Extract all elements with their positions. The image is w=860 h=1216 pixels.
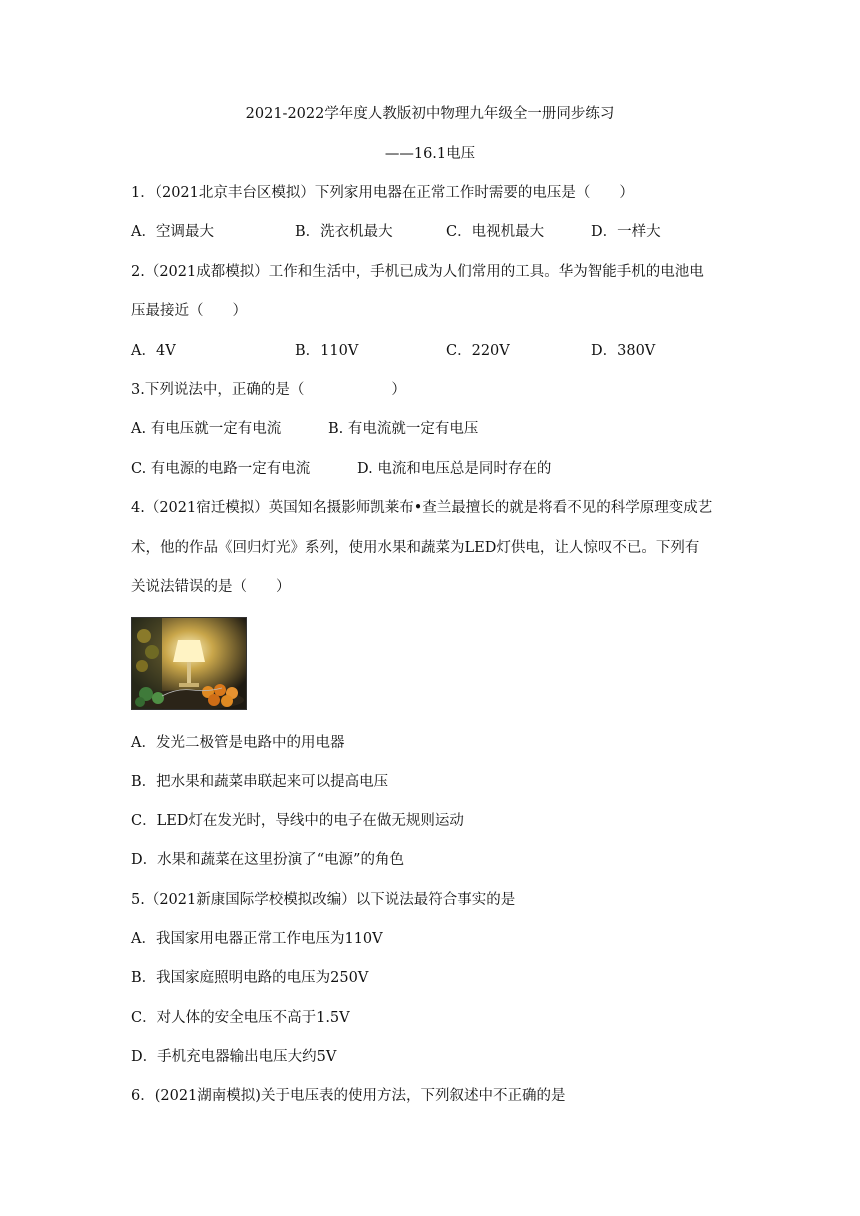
q5-option-a: A．我国家用电器正常工作电压为110V <box>131 931 383 947</box>
q4-option-d: D．水果和蔬菜在这里扮演了“电源”的角色 <box>131 852 404 868</box>
question-2-stem-line2: 压最接近（ ） <box>131 303 247 319</box>
q4-option-a: A．发光二极管是电路中的用电器 <box>131 735 345 751</box>
q5-option-b: B．我国家庭照明电路的电压为250V <box>131 970 369 986</box>
question-4-stem-line3: 关说法错误的是（ ） <box>131 579 291 595</box>
document-title: 2021-2022学年度人教版初中物理九年级全一册同步练习 <box>245 106 615 122</box>
q3-option-b: B. 有电流就一定有电压 <box>328 421 479 437</box>
q3-option-d: D. 电流和电压总是同时存在的 <box>357 461 552 477</box>
q1-option-d: D．一样大 <box>591 224 661 240</box>
q4-option-b: B．把水果和蔬菜串联起来可以提高电压 <box>131 774 389 790</box>
question-1-stem: 1．（2021北京丰台区模拟）下列家用电器在正常工作时需要的电压是（ ） <box>131 185 634 201</box>
question-6-stem: 6．(2021湖南模拟)关于电压表的使用方法，下列叙述中不正确的是 <box>131 1088 566 1104</box>
question-4-stem-line1: 4.（2021宿迁模拟）英国知名摄影师凯莱布•查兰最擅长的就是将看不见的科学原理变成艺 <box>131 500 713 516</box>
q2-option-b: B．110V <box>295 343 359 359</box>
question-3-stem: 3.下列说法中，正确的是（ ） <box>131 382 406 398</box>
q5-option-d: D．手机充电器输出电压大约5V <box>131 1049 337 1065</box>
q3-option-c: C. 有电源的电路一定有电流 <box>131 461 311 477</box>
q2-option-c: C．220V <box>446 343 510 359</box>
fruit-lamp-photo <box>131 617 247 710</box>
question-2-stem-line1: 2.（2021成都模拟）工作和生活中，手机已成为人们常用的工具。华为智能手机的电池电 <box>131 264 704 280</box>
question-4-stem-line2: 术，他的作品《回归灯光》系列，使用水果和蔬菜为LED灯供电，让人惊叹不已。下列有 <box>131 540 700 556</box>
q1-option-b: B．洗衣机最大 <box>295 224 393 240</box>
q2-option-d: D．380V <box>591 343 656 359</box>
question-5-stem: 5.（2021新康国际学校模拟改编）以下说法最符合事实的是 <box>131 892 516 908</box>
q2-option-a: A．4V <box>131 343 176 359</box>
q1-option-a: A．空调最大 <box>131 224 214 240</box>
q1-option-c: C．电视机最大 <box>446 224 545 240</box>
q3-option-a: A. 有电压就一定有电流 <box>131 421 282 437</box>
q5-option-c: C．对人体的安全电压不高于1.5V <box>131 1010 350 1026</box>
fruit-lamp-illustration <box>132 618 246 709</box>
document-subtitle: ——16.1电压 <box>384 146 476 162</box>
q4-option-c: C．LED灯在发光时，导线中的电子在做无规则运动 <box>131 813 464 829</box>
